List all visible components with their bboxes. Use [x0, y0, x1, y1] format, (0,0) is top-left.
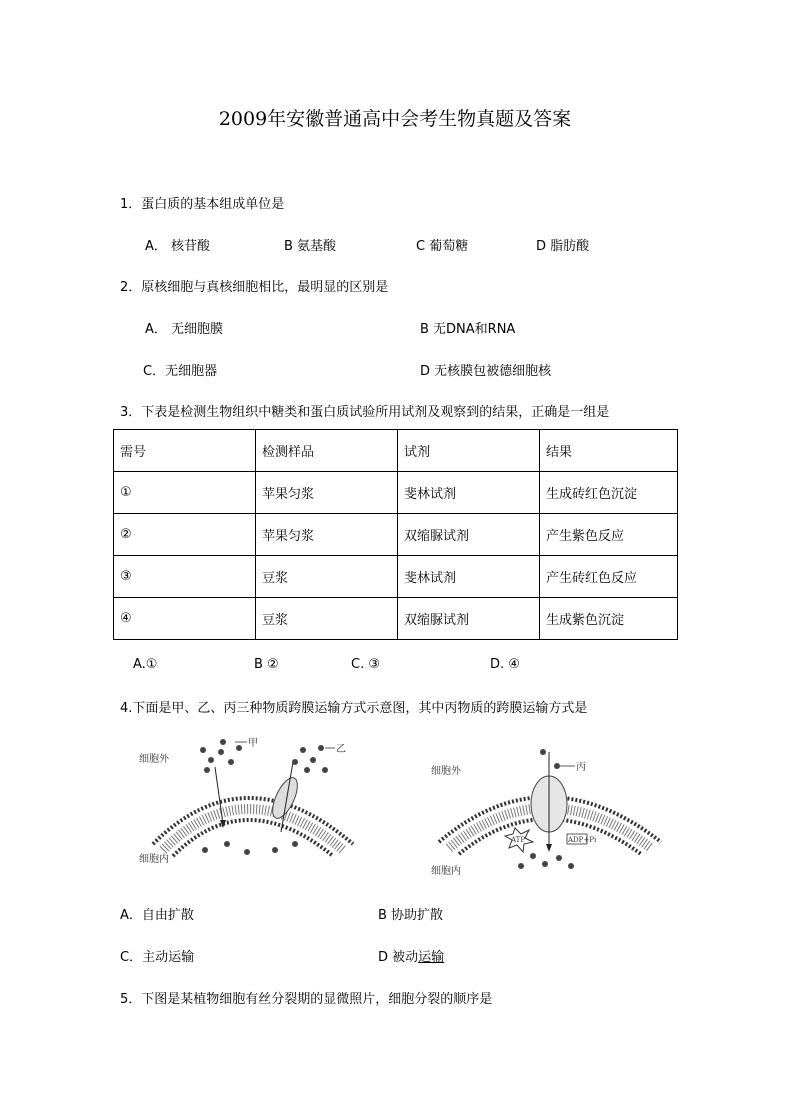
figure-label-inside: 细胞内 — [139, 854, 169, 865]
question-5-stem: 5．下图是某植物细胞有丝分裂期的显微照片，细胞分裂的顺序是 — [120, 992, 493, 1007]
question-2-option-b: B 无DNA和RNA — [420, 322, 516, 337]
page-title: 2009年安徽普通高中会考生物真题及答案 — [218, 108, 572, 130]
question-4-stem: 4.下面是甲、乙、丙三种物质跨膜运输方式示意图，其中丙物质的跨膜运输方式是 — [120, 701, 588, 716]
table-header-cell: 需号 — [114, 430, 256, 472]
table-row — [114, 598, 678, 640]
table-cell: 豆浆 — [256, 598, 398, 640]
table-header-cell: 检测样品 — [256, 430, 398, 472]
question-3-table — [113, 429, 678, 640]
question-2-option-c: C．无细胞器 — [143, 364, 218, 379]
question-2-option-a: A． 无细胞膜 — [145, 322, 224, 337]
question-4-option-d-prefix: D 被动 — [378, 950, 419, 965]
table-cell: 斐林试剂 — [398, 556, 540, 598]
table-cell: ① — [114, 472, 256, 514]
question-3-option-a: A.① — [133, 657, 158, 672]
table-cell: 豆浆 — [256, 556, 398, 598]
table-cell: 双缩脲试剂 — [398, 514, 540, 556]
question-2-stem: 2．原核细胞与真核细胞相比，最明显的区别是 — [120, 280, 389, 295]
figure-label-atp: ATP — [511, 836, 526, 844]
question-1-option-c: C 葡萄糖 — [416, 239, 469, 254]
question-4-option-b: B 协助扩散 — [378, 908, 444, 923]
question-4-option-c: C．主动运输 — [120, 950, 195, 965]
question-4-option-d — [378, 946, 444, 965]
membrane-figure-left — [135, 732, 375, 882]
figure-label-outside: 细胞外 — [139, 754, 169, 765]
figure-label-bing: 丙 — [576, 762, 586, 773]
question-1-stem: 1．蛋白质的基本组成单位是 — [120, 197, 285, 212]
table-cell: ② — [114, 514, 256, 556]
table-cell: 生成砖红色沉淀 — [540, 472, 678, 514]
table-header-cell: 试剂 — [398, 430, 540, 472]
table-cell: 产生紫色反应 — [540, 514, 678, 556]
figure-label-adp: ADP+Pi — [568, 836, 597, 844]
table-cell: 苹果匀浆 — [256, 514, 398, 556]
table-row — [114, 472, 678, 514]
table-cell: 苹果匀浆 — [256, 472, 398, 514]
table-cell: 生成紫色沉淀 — [540, 598, 678, 640]
table-row — [114, 556, 678, 598]
question-3-option-d: D. ④ — [490, 657, 520, 672]
table-cell: 双缩脲试剂 — [398, 598, 540, 640]
table-cell: 斐林试剂 — [398, 472, 540, 514]
table-header-cell: 结果 — [540, 430, 678, 472]
table-header-row — [114, 430, 678, 472]
question-1-option-d: D 脂肪酸 — [536, 239, 590, 254]
figure-label-yi: 乙 — [336, 744, 346, 755]
question-3-option-c: C. ③ — [351, 657, 380, 672]
membrane-figure-right — [425, 742, 675, 882]
table-cell: ④ — [114, 598, 256, 640]
table-row — [114, 514, 678, 556]
question-1-option-a: A． 核苷酸 — [145, 239, 211, 254]
question-1-option-b: B 氨基酸 — [284, 239, 337, 254]
question-3-option-b: B ② — [254, 657, 279, 672]
question-4-option-a: A．自由扩散 — [120, 908, 194, 923]
question-4-option-d-underlined: 运输 — [418, 950, 445, 965]
figure-label-inside-right: 细胞内 — [431, 866, 461, 877]
table-cell: 产生砖红色反应 — [540, 556, 678, 598]
question-3-stem: 3．下表是检测生物组织中糖类和蛋白质试验所用试剂及观察到的结果，正确是一组是 — [120, 405, 610, 420]
figure-label-outside-right: 细胞外 — [431, 766, 461, 777]
question-2-option-d: D 无核膜包被德细胞核 — [420, 364, 552, 379]
figure-label-jia: 甲 — [248, 738, 258, 749]
table-cell: ③ — [114, 556, 256, 598]
